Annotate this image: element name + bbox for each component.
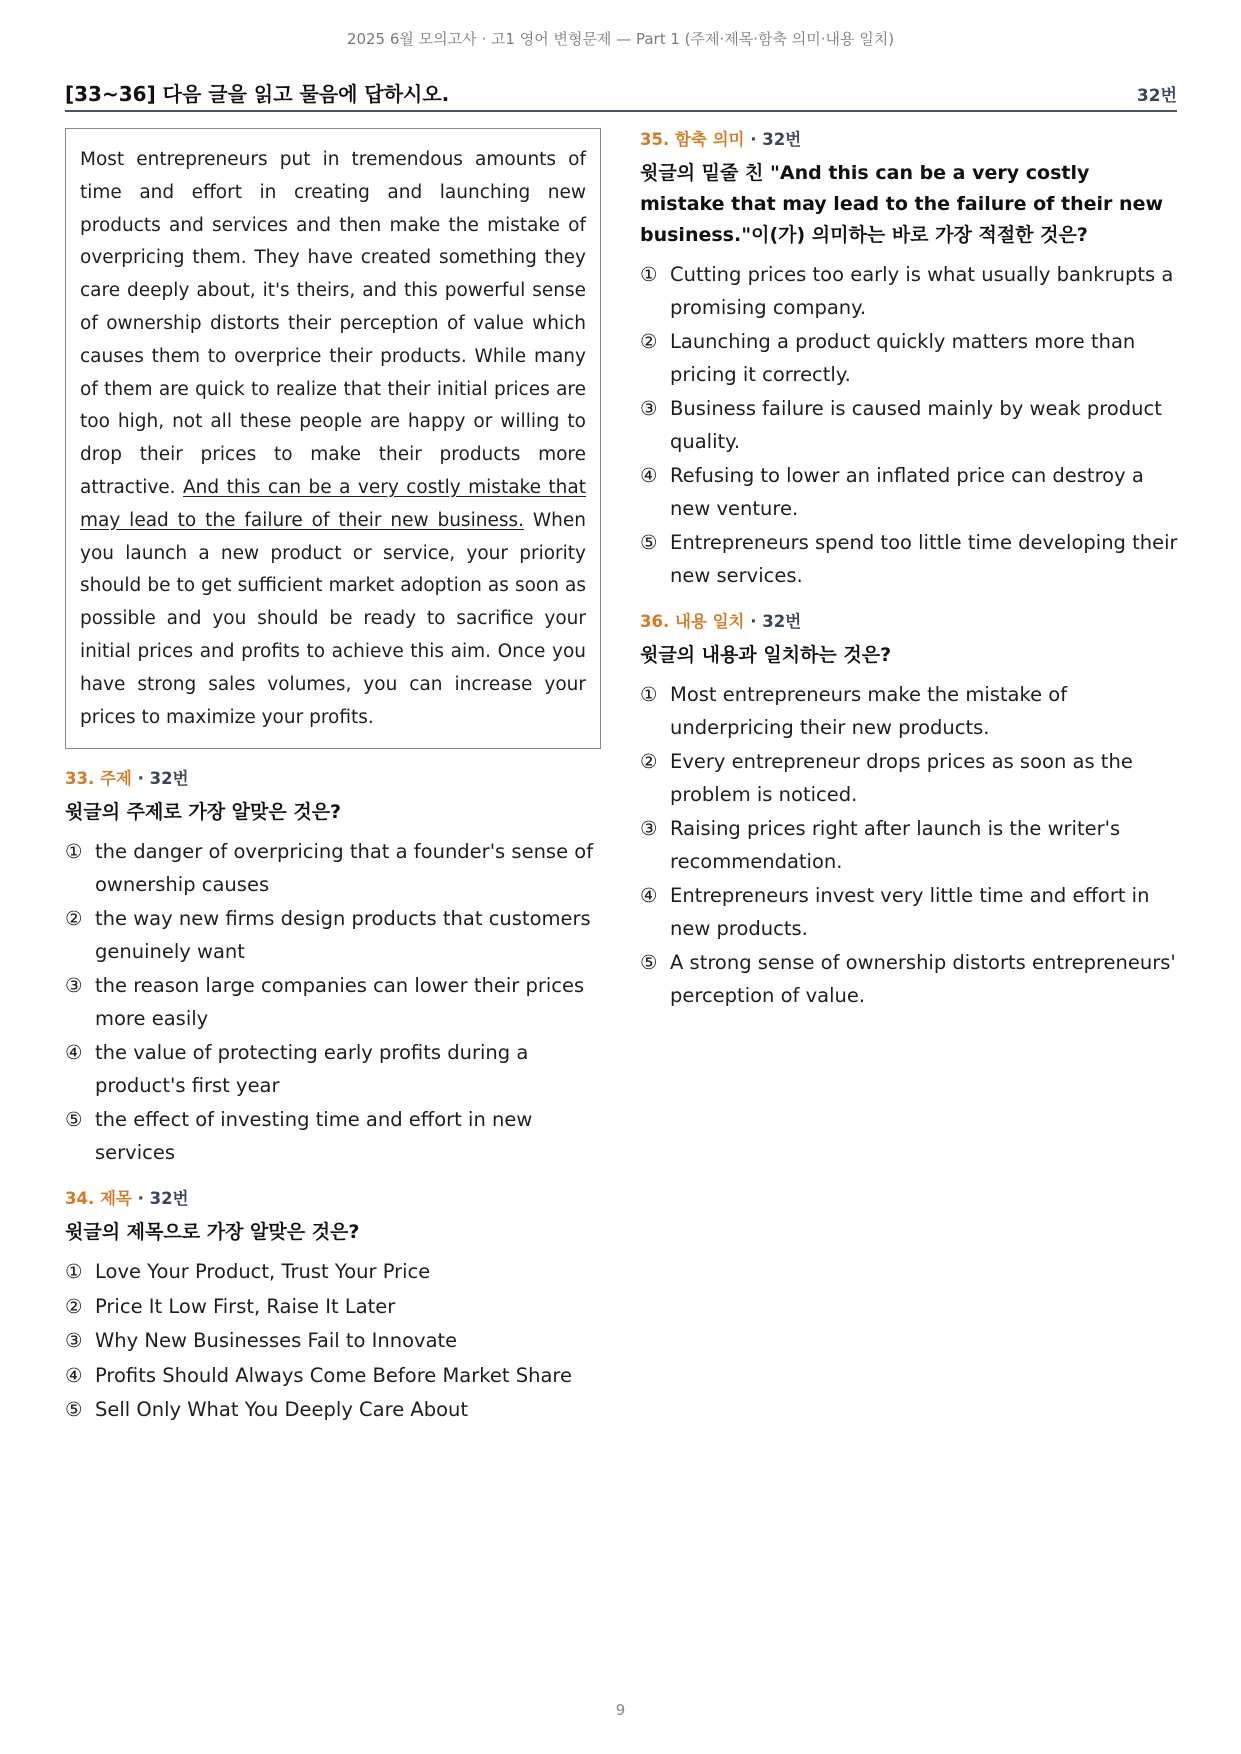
question-prompt: 윗글의 밑줄 친 "And this can be a very costly mistake that may lead to the failure of their new business."이(가) 의미하는 바로 가장 적절한 것은? [640, 162, 1164, 246]
option-text: Sell Only What You Deeply Care About [95, 1398, 469, 1422]
option-marker: ⑤ [65, 1108, 83, 1132]
option-marker: ③ [640, 817, 658, 840]
answer-option[interactable] [640, 813, 1180, 878]
answer-option[interactable] [640, 527, 1180, 592]
answer-option[interactable] [640, 947, 1180, 1012]
option-marker: ④ [65, 1041, 83, 1065]
question-source-number: 32번 [762, 130, 802, 149]
answer-option[interactable] [65, 1104, 601, 1169]
option-marker: ② [65, 1294, 83, 1318]
option-marker: ⑤ [65, 1398, 83, 1422]
question-33 [65, 767, 601, 1169]
question-35 [640, 128, 1180, 592]
option-marker: ⑤ [640, 951, 658, 974]
question-label: 36. 내용 일치 [640, 612, 745, 631]
option-text: Most entrepreneurs make the mistake of underpricing their new products. [670, 683, 1068, 739]
passage-box [65, 128, 601, 749]
right-column [640, 128, 1180, 1014]
question-source-number: 32번 [762, 612, 802, 631]
answer-option[interactable] [640, 326, 1180, 391]
option-text: the effect of investing time and effort in new services [95, 1108, 533, 1164]
option-marker: ③ [65, 1329, 83, 1353]
option-marker: ① [65, 840, 83, 864]
question-source-number: 32번 [149, 769, 189, 789]
question-header [65, 1187, 601, 1211]
answer-option[interactable] [65, 1394, 601, 1427]
answer-options [65, 836, 601, 1169]
answer-options [640, 259, 1180, 592]
answer-option[interactable] [65, 903, 601, 968]
question-header [640, 128, 1180, 152]
option-text: Price It Low First, Raise It Later [95, 1294, 396, 1318]
answer-option[interactable] [640, 259, 1180, 324]
answer-option[interactable] [65, 1360, 601, 1393]
answer-option[interactable] [640, 746, 1180, 811]
running-header: 2025 6월 모의고사 · 고1 영어 변형문제 — Part 1 (주제·제목·함축 의미·내용 일치) [346, 30, 895, 48]
option-text: Love Your Product, Trust Your Price [95, 1260, 431, 1284]
question-prompt: 윗글의 제목으로 가장 알맞은 것은? [65, 1221, 360, 1244]
option-marker: ② [640, 750, 658, 773]
option-text: the reason large companies can lower their prices more easily [95, 974, 585, 1030]
left-column [65, 128, 601, 1429]
option-text: the way new firms design products that customers genuinely want [95, 907, 591, 963]
answer-option[interactable] [640, 460, 1180, 525]
option-marker: ② [65, 907, 83, 931]
question-34 [65, 1187, 601, 1427]
question-36 [640, 610, 1180, 1012]
question-label: 35. 함축 의미 [640, 130, 745, 149]
option-marker: ③ [65, 974, 83, 998]
answer-option[interactable] [65, 1291, 601, 1324]
option-text: Entrepreneurs invest very little time and effort in new products. [670, 884, 1150, 940]
option-marker: ① [640, 263, 658, 286]
answer-option[interactable] [640, 880, 1180, 945]
option-text: the value of protecting early profits during a product's first year [95, 1041, 529, 1097]
answer-option[interactable] [65, 1037, 601, 1102]
answer-option[interactable] [640, 393, 1180, 458]
passage-underlined-sentence: And this can be a very costly mistake that may lead to the failure of their new business. [80, 476, 586, 531]
question-separator: · [137, 1189, 144, 1209]
option-text: Every entrepreneur drops prices as soon as the problem is noticed. [670, 750, 1133, 806]
answer-option[interactable] [640, 679, 1180, 744]
option-marker: ④ [65, 1363, 83, 1387]
question-label: 33. 주제 [65, 769, 132, 789]
question-prompt: 윗글의 내용과 일치하는 것은? [640, 644, 892, 666]
option-text: Why New Businesses Fail to Innovate [95, 1329, 458, 1353]
answer-option[interactable] [65, 1325, 601, 1358]
page-number: 9 [615, 1701, 626, 1719]
answer-options [640, 679, 1180, 1012]
option-text: A strong sense of ownership distorts entrepreneurs' perception of value. [670, 951, 1176, 1007]
option-text: Launching a product quickly matters more than pricing it correctly. [670, 330, 1136, 386]
passage-text-after: When you launch a new product or service, your priority should be to get sufficient market adoption as soon as possible and you should be ready to sacrifice your initial prices and profits to achieve this aim. Once you have strong sales volumes, you can increase your prices to maximize your profits. [80, 509, 586, 728]
answer-option[interactable] [65, 970, 601, 1035]
question-separator: · [750, 612, 757, 631]
passage-text-before: Most entrepreneurs put in tremendous amounts of time and effort in creating and launching new products and services and then make the mistake of overpricing them. They have created something they care deeply about, it's theirs, and this powerful sense of ownership distorts their perception of value which causes them to overprice their products. While many of them are quick to realize that their initial prices are too high, not all these people are happy or willing to drop their prices to make their products more attractive. [80, 149, 586, 498]
option-text: the danger of overpricing that a founder's sense of ownership causes [95, 840, 594, 896]
option-marker: ② [640, 330, 658, 353]
option-text: Entrepreneurs spend too little time developing their new services. [670, 531, 1178, 587]
title-bar [65, 76, 1177, 112]
option-marker: ④ [640, 464, 658, 487]
question-label: 34. 제목 [65, 1189, 132, 1209]
instruction-heading: [33~36] 다음 글을 읽고 물음에 답하시오. [65, 82, 450, 106]
option-text: Profits Should Always Come Before Market Share [95, 1363, 572, 1387]
question-number-label: 32번 [1136, 86, 1177, 106]
answer-option[interactable] [65, 836, 601, 901]
question-header [640, 610, 1180, 634]
answer-options [65, 1256, 601, 1427]
question-prompt: 윗글의 주제로 가장 알맞은 것은? [65, 801, 342, 824]
option-text: Raising prices right after launch is the writer's recommendation. [670, 817, 1121, 873]
option-text: Business failure is caused mainly by weak product quality. [670, 397, 1162, 453]
question-separator: · [750, 130, 757, 149]
option-marker: ① [65, 1260, 83, 1284]
question-header [65, 767, 601, 791]
option-text: Cutting prices too early is what usually bankrupts a promising company. [670, 263, 1174, 319]
question-separator: · [137, 769, 144, 789]
option-marker: ④ [640, 884, 658, 907]
option-marker: ① [640, 683, 658, 706]
option-marker: ⑤ [640, 531, 658, 554]
option-marker: ③ [640, 397, 658, 420]
answer-option[interactable] [65, 1256, 601, 1289]
question-source-number: 32번 [149, 1189, 189, 1209]
option-text: Refusing to lower an inflated price can destroy a new venture. [670, 464, 1144, 520]
